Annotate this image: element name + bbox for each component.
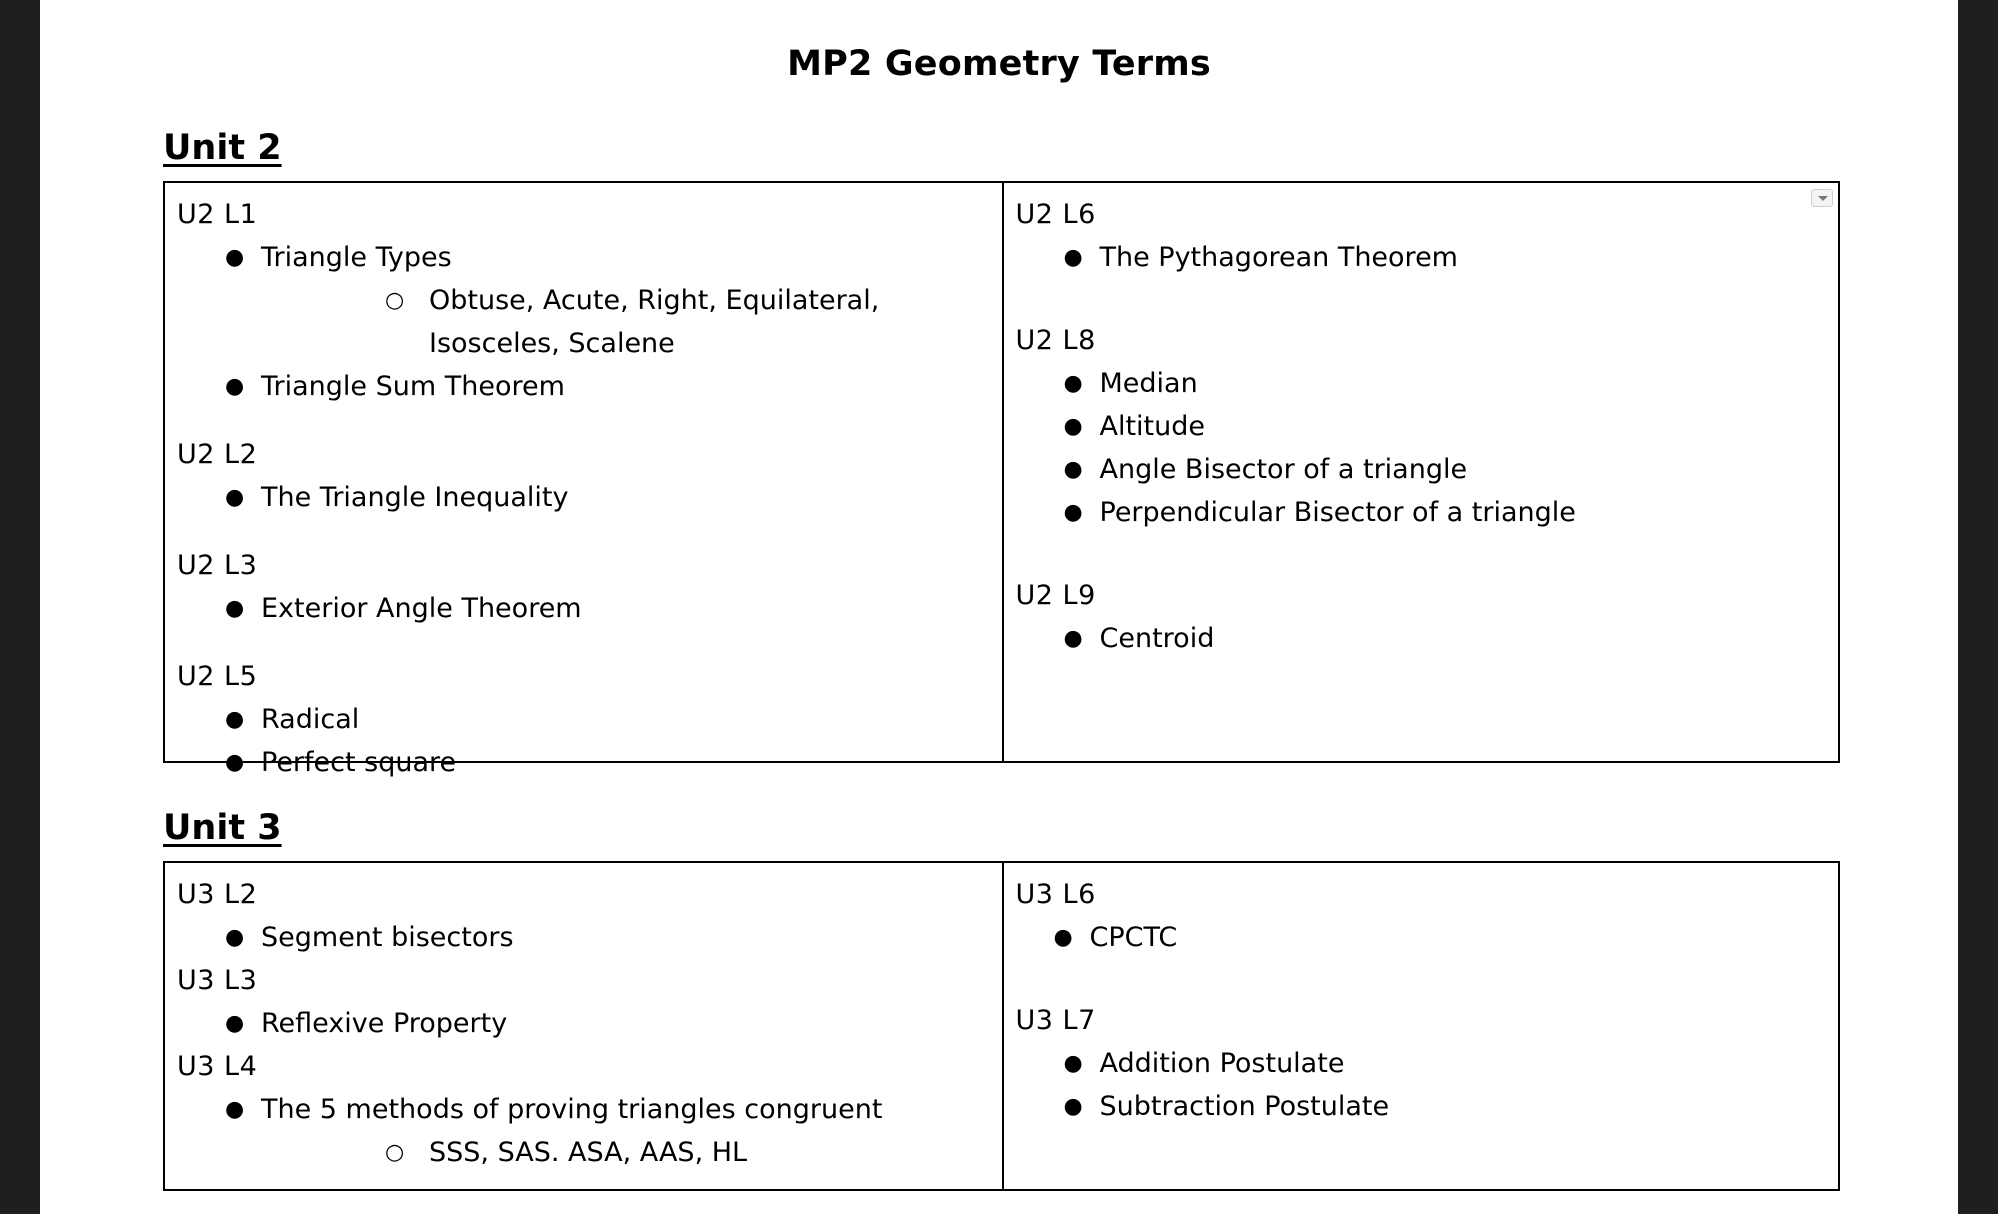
hollow-bullet-icon: ○: [385, 288, 405, 313]
term-text: The 5 methods of proving triangles congruent: [261, 1094, 883, 1125]
term-text: The Pythagorean Theorem: [1099, 242, 1458, 273]
list-item: [177, 236, 990, 365]
list-item: [177, 1088, 990, 1174]
term-text: Altitude: [1099, 411, 1206, 442]
term-text: Triangle Sum Theorem: [261, 371, 565, 402]
lesson-label: U3 L6: [1015, 879, 1096, 910]
lesson-label: U3 L7: [1015, 1005, 1096, 1036]
term-text: The Triangle Inequality: [261, 482, 569, 513]
bullet-icon: ●: [1063, 1051, 1083, 1076]
list-item: [177, 365, 990, 408]
list-item: [177, 476, 990, 519]
list-item: [177, 916, 990, 959]
lesson-block: [1016, 999, 1827, 1128]
hollow-bullet-icon: ○: [385, 1140, 405, 1165]
list-item: [177, 587, 990, 630]
bullet-icon: ●: [1063, 457, 1083, 482]
bullet-icon: ●: [225, 1097, 245, 1122]
bullet-icon: ●: [1063, 626, 1083, 651]
bullet-icon: ●: [1063, 414, 1083, 439]
unit-2-left-cell[interactable]: [165, 183, 1002, 778]
lesson-label: U2 L9: [1015, 580, 1096, 611]
bullet-icon: ●: [225, 707, 245, 732]
term-text: Subtraction Postulate: [1099, 1091, 1390, 1122]
list-item: [1016, 236, 1827, 279]
bullet-icon: ●: [225, 925, 245, 950]
list-item: [1016, 1042, 1827, 1085]
sub-list-item: [261, 1131, 990, 1174]
list-item: [177, 741, 990, 784]
lesson-block: [177, 1045, 990, 1174]
unit-3-table: [163, 861, 1840, 1191]
bullet-icon: ●: [1063, 371, 1083, 396]
list-item: [1016, 362, 1827, 405]
unit-2-right-cell[interactable]: [1002, 183, 1839, 761]
unit-3-right-cell[interactable]: [1002, 863, 1839, 1189]
unit-3-left-cell[interactable]: [165, 863, 1002, 1189]
document-page: [40, 0, 1958, 1214]
list-item: [1016, 916, 1827, 959]
lesson-label: U3 L4: [177, 1051, 258, 1082]
term-text: Perfect square: [261, 747, 457, 778]
lesson-label: U3 L3: [177, 965, 258, 996]
lesson-label: U2 L8: [1015, 325, 1096, 356]
lesson-label: U2 L6: [1015, 199, 1096, 230]
term-text: Triangle Types: [261, 242, 452, 273]
bullet-icon: ●: [1063, 245, 1083, 270]
unit-3-heading: Unit 3: [163, 808, 282, 848]
term-text: Radical: [261, 704, 360, 735]
list-item: [1016, 491, 1827, 534]
term-text: Reflexive Property: [261, 1008, 508, 1039]
list-item: [1016, 405, 1827, 448]
term-text: Centroid: [1099, 623, 1215, 654]
bullet-icon: ●: [225, 485, 245, 510]
sub-list-item: [261, 279, 990, 365]
lesson-label: U2 L2: [177, 439, 258, 470]
bullet-icon: ●: [1063, 1094, 1083, 1119]
list-item: [177, 698, 990, 741]
term-text: Addition Postulate: [1099, 1048, 1345, 1079]
bullet-icon: ●: [1053, 925, 1073, 950]
sub-term-text: SSS, SAS. ASA, AAS, HL: [429, 1137, 748, 1168]
lesson-block: [1016, 873, 1827, 959]
bullet-icon: ●: [225, 750, 245, 775]
bullet-icon: ●: [225, 1011, 245, 1036]
term-text: Perpendicular Bisector of a triangle: [1099, 497, 1576, 528]
lesson-label: U2 L5: [177, 661, 258, 692]
unit-2-heading: Unit 2: [163, 128, 282, 168]
lesson-label: U2 L1: [177, 199, 258, 230]
lesson-block: [1016, 319, 1827, 534]
lesson-block: [177, 433, 990, 519]
lesson-block: [177, 873, 990, 959]
sub-term-text: Obtuse, Acute, Right, Equilateral, Isosceles, Scalene: [429, 285, 880, 359]
page-title: MP2 Geometry Terms: [787, 44, 1211, 84]
scrollbar[interactable]: [1958, 0, 1998, 1214]
lesson-block: [1016, 574, 1827, 660]
bullet-icon: ●: [1063, 500, 1083, 525]
bullet-icon: ●: [225, 374, 245, 399]
lesson-block: [177, 193, 990, 408]
list-item: [1016, 448, 1827, 491]
bullet-icon: ●: [225, 245, 245, 270]
term-text: Median: [1099, 368, 1198, 399]
list-item: [177, 1002, 990, 1045]
chevron-down-icon[interactable]: [1811, 189, 1833, 207]
lesson-label: U3 L2: [177, 879, 258, 910]
lesson-block: [177, 544, 990, 630]
list-item: [1016, 617, 1827, 660]
term-text: Exterior Angle Theorem: [261, 593, 582, 624]
lesson-label: U2 L3: [177, 550, 258, 581]
term-text: Segment bisectors: [261, 922, 514, 953]
list-item: [1016, 1085, 1827, 1128]
bullet-icon: ●: [225, 596, 245, 621]
term-text: CPCTC: [1089, 922, 1178, 953]
term-text: Angle Bisector of a triangle: [1099, 454, 1468, 485]
lesson-block: [1016, 193, 1827, 279]
lesson-block: [177, 959, 990, 1045]
lesson-block: [177, 655, 990, 784]
unit-2-table: [163, 181, 1840, 778]
